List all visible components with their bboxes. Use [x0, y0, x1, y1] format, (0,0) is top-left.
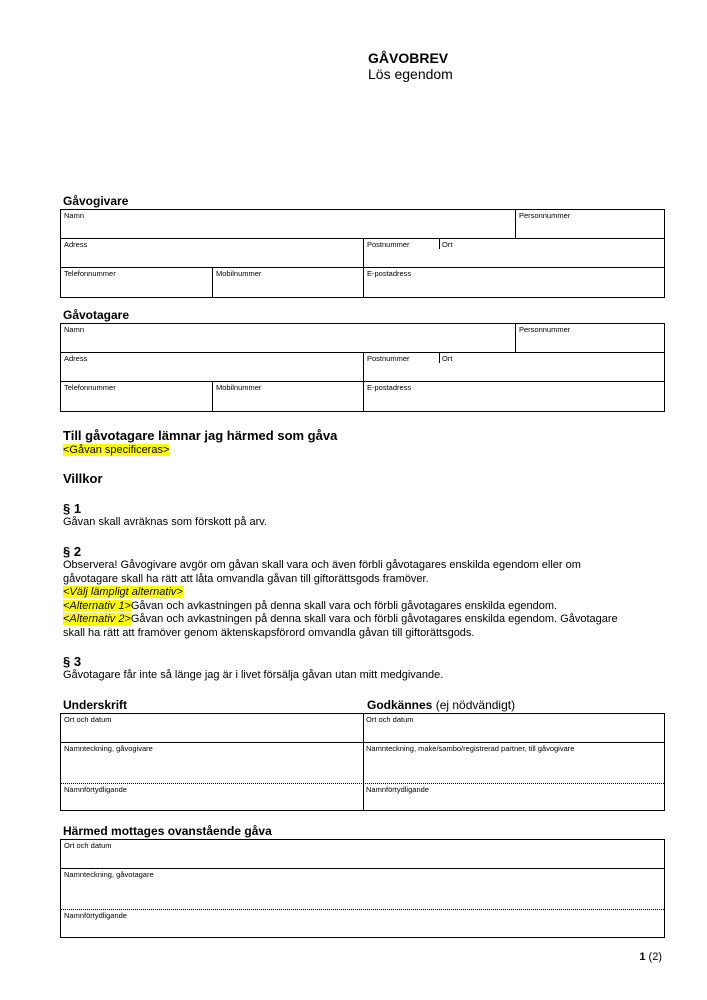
villkor-heading: Villkor: [63, 471, 103, 486]
tagare-epost-label: E-postadress: [367, 383, 412, 392]
givare-row-3: [61, 268, 664, 297]
givare-row-2: [61, 239, 664, 268]
tagare-postnummer-field[interactable]: [363, 353, 439, 381]
tagare-namn-field[interactable]: [61, 324, 515, 352]
paragraph-3-text: Gåvotagare får inte så länge jag är i livet försälja gåvan utan mitt medgivande.: [63, 669, 444, 681]
approve-ort-datum-label: Ort och datum: [366, 715, 414, 724]
tagare-telefon-field[interactable]: [61, 382, 212, 411]
givare-telefon-field[interactable]: [61, 268, 212, 297]
givare-form: [60, 209, 665, 298]
receipt-fortydligande-field[interactable]: [61, 910, 664, 937]
tagare-mobil-field[interactable]: [212, 382, 363, 411]
givare-heading: Gåvogivare: [63, 194, 129, 208]
receipt-ort-datum-label: Ort och datum: [64, 841, 112, 850]
paragraph-3-heading: § 3: [63, 654, 82, 669]
givare-adress-field[interactable]: [61, 239, 363, 267]
signature-heading: Underskrift: [63, 698, 128, 712]
document-subtitle: Lös egendom: [368, 66, 453, 82]
alternative-2-text-cont: skall ha rätt att framöver genom äktenskapsförord omvandla gåvan till giftorättsgods.: [63, 626, 475, 639]
tagare-namn-label: Namn: [64, 325, 85, 334]
paragraph-1-heading: § 1: [63, 501, 82, 516]
signature-fortydligande-label: Namnförtydligande: [64, 785, 127, 794]
tagare-postnummer-label: Postnummer: [367, 354, 410, 363]
givare-mobil-label: Mobilnummer: [216, 269, 262, 278]
givare-namn-field[interactable]: [61, 210, 515, 238]
receipt-form: [60, 839, 665, 938]
tagare-ort-field[interactable]: [439, 353, 664, 381]
alternative-2-label[interactable]: <Alternativ 2>: [63, 613, 131, 625]
signature-make-field[interactable]: [363, 743, 664, 783]
approve-note: (ej nödvändigt): [435, 698, 516, 712]
tagare-telefon-label: Telefonnummer: [64, 383, 116, 392]
tagare-row-1: [61, 324, 664, 353]
givare-postnummer-field[interactable]: [363, 239, 439, 267]
tagare-mobil-label: Mobilnummer: [216, 383, 262, 392]
signature-fortydligande-field[interactable]: [61, 784, 363, 810]
approve-heading: Godkännes: [367, 698, 433, 712]
signature-make-label: Namnteckning, make/sambo/registrerad partner, till gåvogivare: [366, 744, 575, 753]
tagare-adress-label: Adress: [64, 354, 88, 363]
paragraph-1-text: Gåvan skall avräknas som förskott på arv.: [63, 516, 267, 528]
receipt-tagare-label: Namnteckning, gåvotagare: [64, 870, 154, 879]
approve-fortydligande-label: Namnförtydligande: [366, 785, 429, 794]
paragraph-2-heading: § 2: [63, 544, 82, 559]
gift-heading: Till gåvotagare lämnar jag härmed som gåva: [63, 428, 338, 443]
approve-heading-block: [367, 698, 515, 712]
gift-placeholder[interactable]: <Gåvan specificeras>: [63, 444, 170, 456]
alternative-1-text: Gåvan och avkastningen på denna skall vara och förbli gåvotagares enskilda egendom.: [130, 599, 558, 612]
alternative-2-text: Gåvan och avkastningen på denna skall vara och förbli gåvotagares enskilda egendom. Gåvotagare: [130, 613, 618, 625]
tagare-row-2: [61, 353, 664, 382]
tagare-adress-field[interactable]: [61, 353, 363, 381]
receipt-row-1: [61, 840, 664, 869]
signature-row-2: [61, 743, 664, 784]
givare-telefon-label: Telefonnummer: [64, 269, 116, 278]
givare-adress-label: Adress: [64, 240, 88, 249]
approve-fortydligande-field[interactable]: [363, 784, 664, 810]
choose-alternative-placeholder[interactable]: <Välj lämpligt alternativ>: [63, 586, 183, 598]
tagare-row-3: [61, 382, 664, 411]
paragraph-2-body: [63, 559, 668, 640]
tagare-form: [60, 323, 665, 412]
signature-form: [60, 713, 665, 811]
givare-ort-field[interactable]: [439, 239, 664, 267]
signature-givare-label: Namnteckning, gåvogivare: [64, 744, 153, 753]
receipt-ort-datum-field[interactable]: [61, 840, 664, 868]
givare-row-1: [61, 210, 664, 239]
tagare-personnummer-field[interactable]: [515, 324, 664, 352]
givare-namn-label: Namn: [64, 211, 85, 220]
paragraph-2-line-1: Observera! Gåvogivare avgör om gåvan skall vara och även förbli gåvotagares enskilda egendom eller om: [63, 559, 581, 571]
receipt-fortydligande-label: Namnförtydligande: [64, 911, 127, 920]
signature-givare-field[interactable]: [61, 743, 363, 783]
givare-epost-label: E-postadress: [367, 269, 412, 278]
receipt-heading: Härmed mottages ovanstående gåva: [63, 824, 272, 838]
page-number: [639, 951, 662, 963]
receipt-row-2: [61, 869, 664, 910]
alternative-1-label[interactable]: <Alternativ 1>: [63, 599, 131, 612]
signature-row-1: [61, 714, 664, 743]
receipt-row-3: [61, 910, 664, 937]
givare-personnummer-field[interactable]: [515, 210, 664, 238]
tagare-personnummer-label: Personnummer: [519, 325, 571, 334]
tagare-ort-label: Ort: [442, 354, 453, 363]
tagare-heading: Gåvotagare: [63, 308, 130, 322]
receipt-tagare-field[interactable]: [61, 869, 664, 909]
givare-personnummer-label: Personnummer: [519, 211, 571, 220]
signature-ort-datum-label: Ort och datum: [64, 715, 112, 724]
givare-ort-label: Ort: [442, 240, 453, 249]
approve-ort-datum-field[interactable]: [363, 714, 664, 742]
page-total: (2): [648, 951, 662, 963]
givare-epost-field[interactable]: [363, 268, 664, 297]
tagare-epost-field[interactable]: [363, 382, 664, 411]
document-title: GÅVOBREV: [368, 50, 449, 66]
givare-mobil-field[interactable]: [212, 268, 363, 297]
page-current: 1: [639, 951, 646, 963]
signature-ort-datum-field[interactable]: [61, 714, 363, 742]
paragraph-2-line-2: gåvotagare skall ha rätt att låta omvandla gåvan till giftorättsgods framöver.: [63, 572, 429, 585]
signature-row-3: [61, 784, 664, 810]
givare-postnummer-label: Postnummer: [367, 240, 410, 249]
